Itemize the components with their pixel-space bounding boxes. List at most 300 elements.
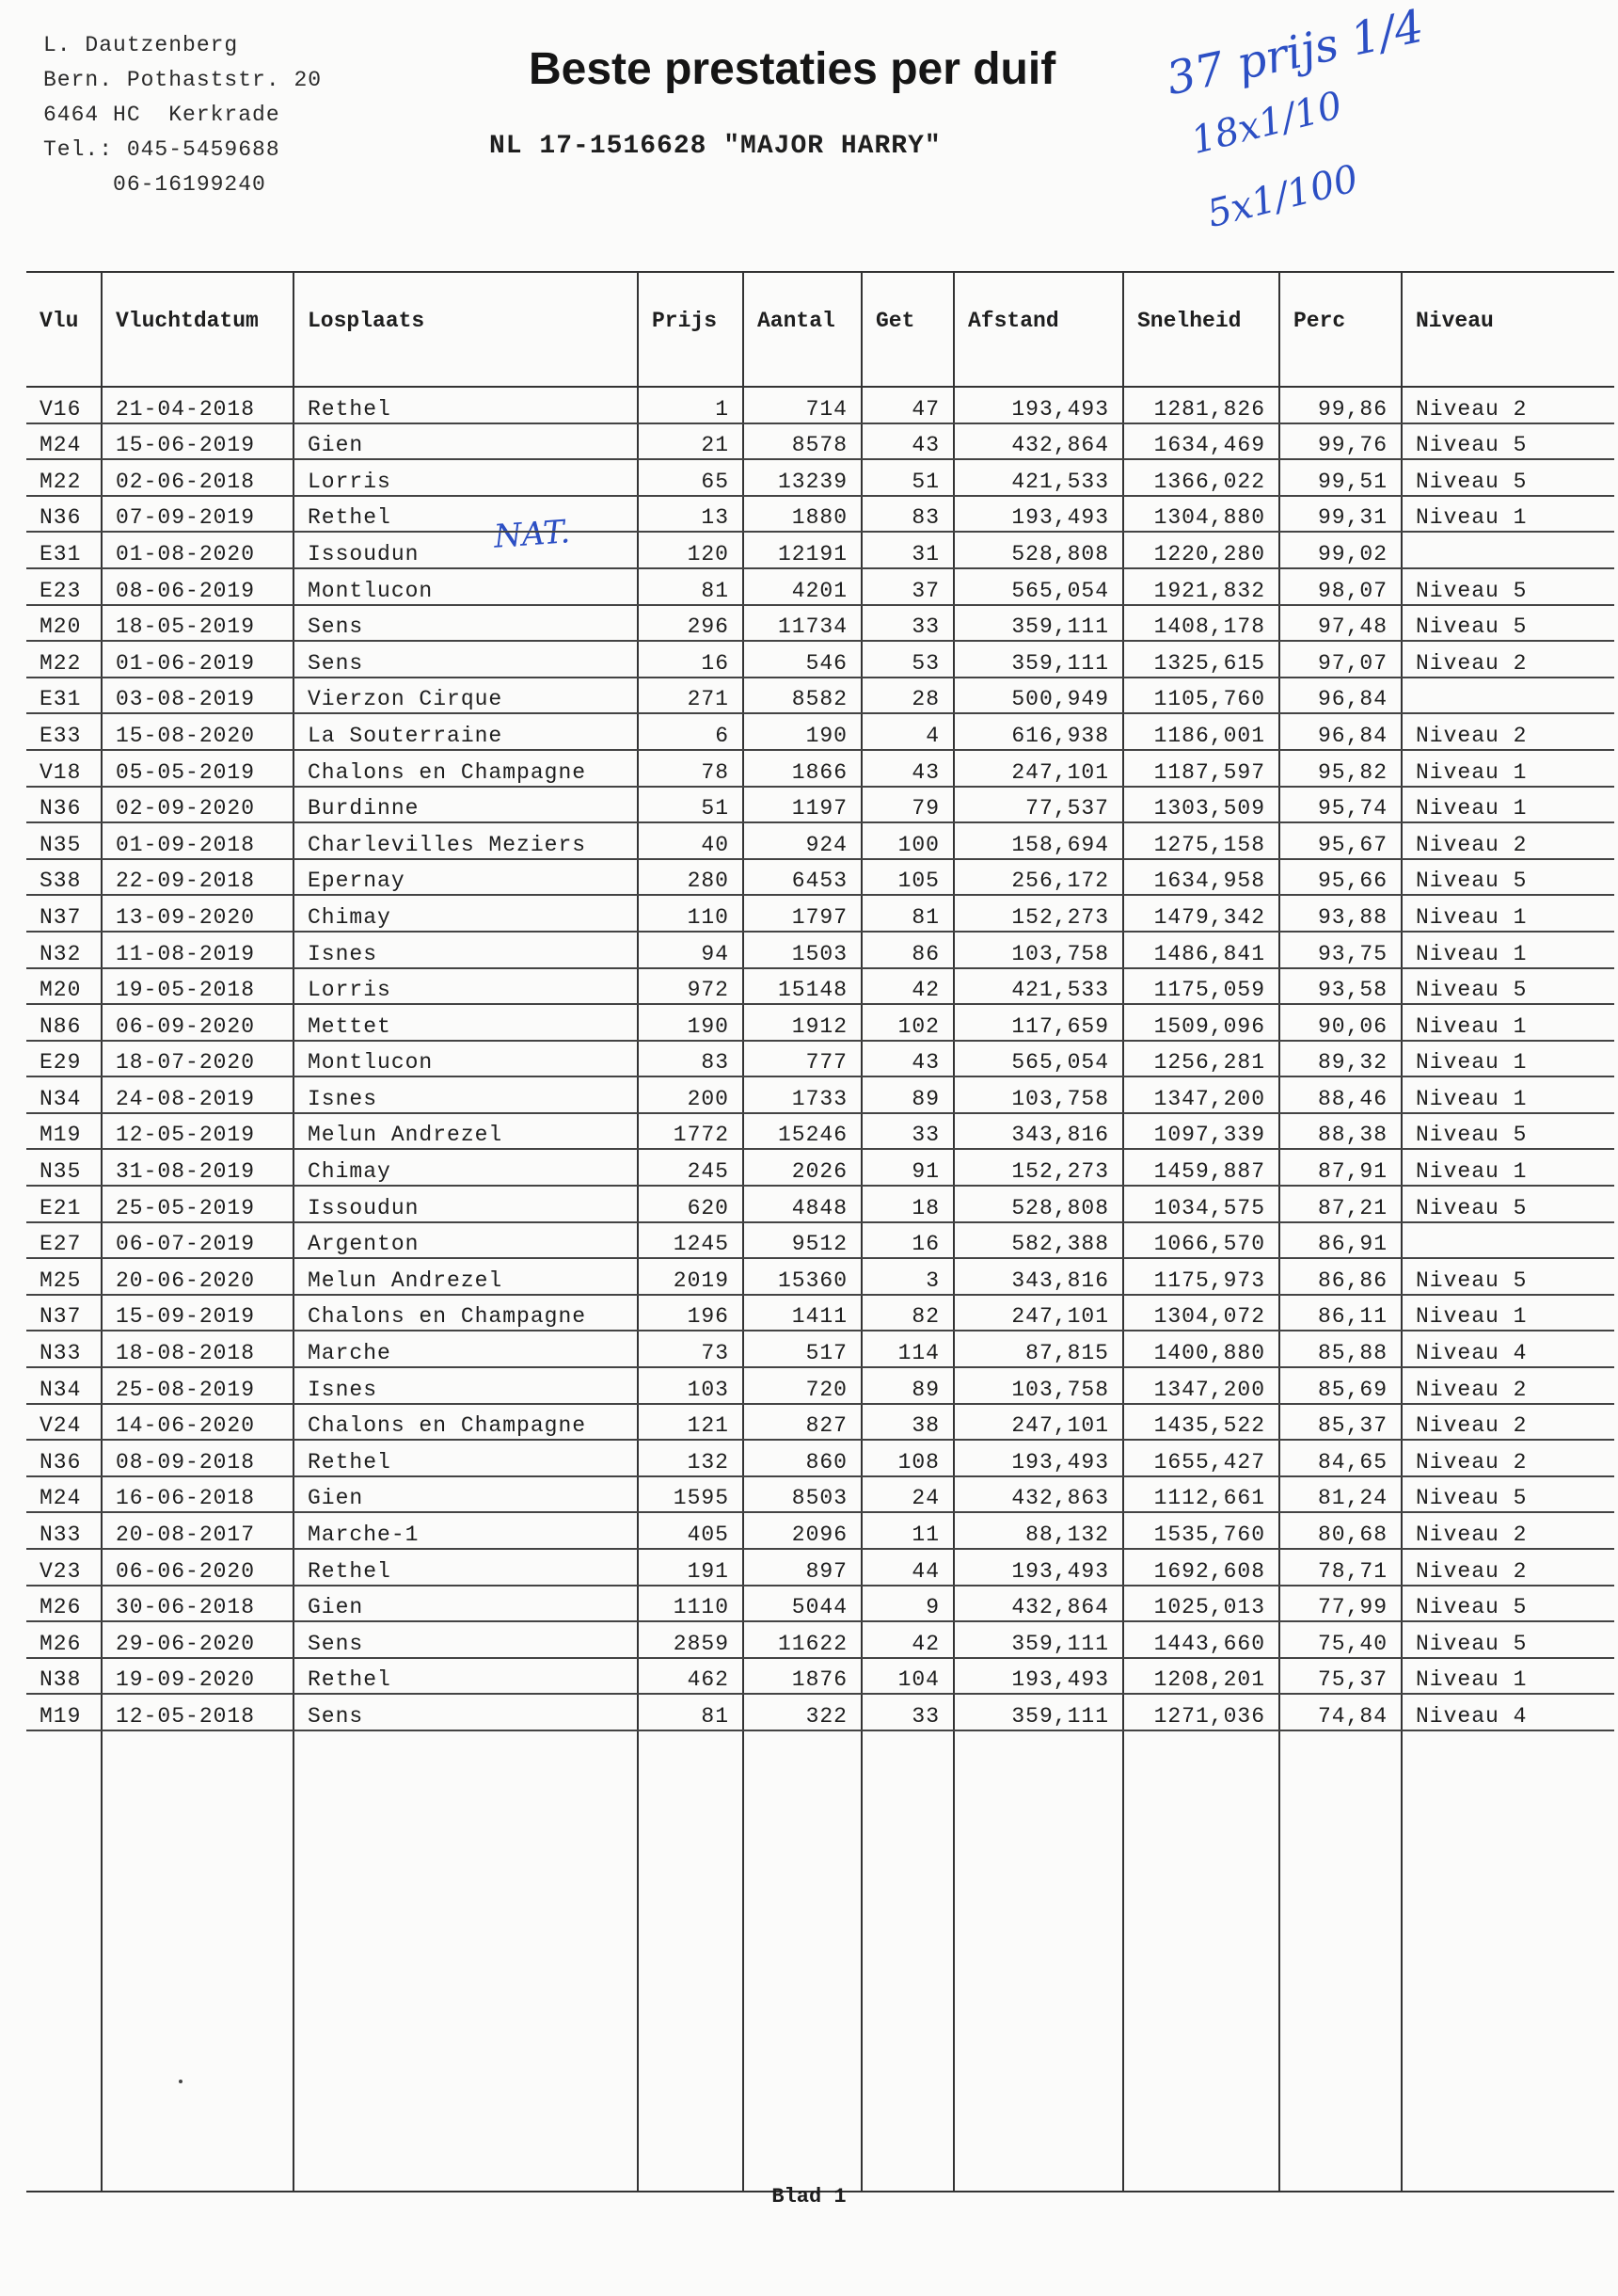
cell-vlu: V24 (26, 1404, 102, 1441)
cell-niveau (1402, 532, 1614, 568)
cell-datum: 03-08-2019 (102, 678, 293, 714)
sender-street: Bern. Pothaststr. 20 (43, 68, 323, 92)
cell-snelheid: 1271,036 (1123, 1694, 1279, 1730)
cell-datum: 02-09-2020 (102, 787, 293, 823)
cell-datum: 15-09-2019 (102, 1295, 293, 1331)
cell-niveau: Niveau 5 (1402, 459, 1614, 496)
cell-get: 11 (862, 1512, 954, 1549)
cell-datum: 06-06-2020 (102, 1549, 293, 1586)
cell-aantal: 827 (743, 1404, 862, 1441)
cell-get: 33 (862, 1694, 954, 1730)
cell-niveau: Niveau 5 (1402, 1113, 1614, 1150)
cell-vlu: V16 (26, 387, 102, 423)
cell-niveau: Niveau 5 (1402, 859, 1614, 896)
cell-prijs: 6 (638, 713, 743, 750)
cell-niveau: Niveau 2 (1402, 822, 1614, 859)
cell-perc: 85,37 (1279, 1404, 1402, 1441)
cell-perc: 99,02 (1279, 532, 1402, 568)
cell-perc: 78,71 (1279, 1549, 1402, 1586)
cell-afstand: 565,054 (954, 568, 1123, 605)
cell-snelheid: 1304,880 (1123, 496, 1279, 533)
cell-losplaats: Chimay (293, 1149, 638, 1186)
table-row (26, 387, 1614, 423)
cell-get: 43 (862, 750, 954, 787)
cell-snelheid: 1634,469 (1123, 423, 1279, 460)
cell-perc: 88,46 (1279, 1076, 1402, 1113)
cell-vlu: N36 (26, 496, 102, 533)
handwritten-note-top100: 5x1/100 (1202, 156, 1363, 237)
cell-afstand: 500,949 (954, 678, 1123, 714)
col-header-snelheid: Snelheid (1123, 272, 1279, 387)
handwritten-nat-mark: NAT. (492, 513, 572, 556)
cell-afstand: 193,493 (954, 1549, 1123, 1586)
cell-get: 44 (862, 1549, 954, 1586)
page-number: Blad 1 (771, 2185, 847, 2208)
cell-snelheid: 1408,178 (1123, 605, 1279, 642)
cell-snelheid: 1304,072 (1123, 1295, 1279, 1331)
cell-niveau: Niveau 1 (1402, 1658, 1614, 1695)
cell-snelheid: 1220,280 (1123, 532, 1279, 568)
cell-prijs: 462 (638, 1658, 743, 1695)
cell-get: 3 (862, 1258, 954, 1295)
cell-datum: 16-06-2018 (102, 1476, 293, 1513)
cell-prijs: 200 (638, 1076, 743, 1113)
cell-perc: 86,86 (1279, 1258, 1402, 1295)
cell-datum: 01-09-2018 (102, 822, 293, 859)
cell-losplaats: Sens (293, 605, 638, 642)
cell-aantal: 1880 (743, 496, 862, 533)
cell-snelheid: 1435,522 (1123, 1404, 1279, 1441)
cell-aantal: 8578 (743, 423, 862, 460)
cell-losplaats: Rethel (293, 1658, 638, 1695)
cell-niveau: Niveau 1 (1402, 1041, 1614, 1077)
cell-vlu: N37 (26, 1295, 102, 1331)
cell-datum: 29-06-2020 (102, 1621, 293, 1658)
cell-vlu: M22 (26, 459, 102, 496)
cell-get: 33 (862, 1113, 954, 1150)
cell-vlu: M20 (26, 968, 102, 1005)
cell-afstand: 432,863 (954, 1476, 1123, 1513)
cell-prijs: 1772 (638, 1113, 743, 1150)
cell-snelheid: 1347,200 (1123, 1367, 1279, 1404)
cell-niveau: Niveau 1 (1402, 895, 1614, 932)
cell-afstand: 247,101 (954, 1404, 1123, 1441)
table-row (26, 713, 1614, 750)
cell-perc: 95,66 (1279, 859, 1402, 896)
cell-niveau: Niveau 5 (1402, 968, 1614, 1005)
cell-losplaats: Lorris (293, 968, 638, 1005)
cell-niveau: Niveau 1 (1402, 1149, 1614, 1186)
cell-afstand: 432,864 (954, 423, 1123, 460)
cell-snelheid: 1112,661 (1123, 1476, 1279, 1513)
cell-afstand: 247,101 (954, 750, 1123, 787)
cell-snelheid: 1535,760 (1123, 1512, 1279, 1549)
cell-get: 4 (862, 713, 954, 750)
cell-snelheid: 1486,841 (1123, 932, 1279, 968)
cell-perc: 99,31 (1279, 496, 1402, 533)
cell-aantal: 8582 (743, 678, 862, 714)
cell-niveau (1402, 1222, 1614, 1259)
cell-perc: 96,84 (1279, 678, 1402, 714)
cell-aantal: 1411 (743, 1295, 862, 1331)
cell-prijs: 132 (638, 1440, 743, 1476)
cell-datum: 15-08-2020 (102, 713, 293, 750)
cell-perc: 75,40 (1279, 1621, 1402, 1658)
cell-losplaats: Chimay (293, 895, 638, 932)
cell-afstand: 359,111 (954, 1694, 1123, 1730)
cell-losplaats: Rethel (293, 387, 638, 423)
cell-get: 16 (862, 1222, 954, 1259)
cell-afstand: 432,864 (954, 1586, 1123, 1622)
table-row (26, 750, 1614, 787)
cell-niveau: Niveau 1 (1402, 496, 1614, 533)
cell-perc: 89,32 (1279, 1041, 1402, 1077)
cell-snelheid: 1025,013 (1123, 1586, 1279, 1622)
cell-prijs: 2019 (638, 1258, 743, 1295)
cell-get: 42 (862, 1621, 954, 1658)
cell-afstand: 528,808 (954, 532, 1123, 568)
page-title: Beste prestaties per duif (529, 44, 1056, 94)
cell-datum: 12-05-2018 (102, 1694, 293, 1730)
cell-niveau: Niveau 2 (1402, 641, 1614, 678)
cell-perc: 85,88 (1279, 1331, 1402, 1367)
table-row (26, 532, 1614, 568)
cell-vlu: M24 (26, 423, 102, 460)
cell-snelheid: 1187,597 (1123, 750, 1279, 787)
cell-aantal: 15360 (743, 1258, 862, 1295)
cell-prijs: 296 (638, 605, 743, 642)
cell-niveau: Niveau 5 (1402, 1476, 1614, 1513)
cell-afstand: 117,659 (954, 1004, 1123, 1041)
cell-perc: 95,74 (1279, 787, 1402, 823)
col-header-get: Get (862, 272, 954, 387)
cell-aantal: 714 (743, 387, 862, 423)
cell-prijs: 196 (638, 1295, 743, 1331)
cell-get: 28 (862, 678, 954, 714)
cell-prijs: 245 (638, 1149, 743, 1186)
cell-niveau: Niveau 1 (1402, 1004, 1614, 1041)
cell-prijs: 81 (638, 1694, 743, 1730)
cell-snelheid: 1097,339 (1123, 1113, 1279, 1150)
cell-vlu: E21 (26, 1186, 102, 1222)
cell-prijs: 51 (638, 787, 743, 823)
cell-get: 47 (862, 387, 954, 423)
table-body (26, 387, 1614, 2192)
cell-get: 83 (862, 496, 954, 533)
table-row (26, 1258, 1614, 1295)
table-row (26, 1404, 1614, 1441)
cell-datum: 06-09-2020 (102, 1004, 293, 1041)
cell-niveau: Niveau 4 (1402, 1694, 1614, 1730)
cell-afstand: 421,533 (954, 459, 1123, 496)
cell-datum: 11-08-2019 (102, 932, 293, 968)
cell-vlu: N32 (26, 932, 102, 968)
cell-get: 37 (862, 568, 954, 605)
cell-perc: 88,38 (1279, 1113, 1402, 1150)
cell-losplaats: Sens (293, 641, 638, 678)
cell-afstand: 359,111 (954, 641, 1123, 678)
cell-afstand: 152,273 (954, 895, 1123, 932)
table-row (26, 1658, 1614, 1695)
cell-datum: 01-06-2019 (102, 641, 293, 678)
cell-afstand: 193,493 (954, 496, 1123, 533)
cell-aantal: 2026 (743, 1149, 862, 1186)
cell-prijs: 1 (638, 387, 743, 423)
sender-address (43, 28, 322, 202)
cell-prijs: 121 (638, 1404, 743, 1441)
cell-snelheid: 1655,427 (1123, 1440, 1279, 1476)
cell-aantal: 15148 (743, 968, 862, 1005)
cell-prijs: 21 (638, 423, 743, 460)
cell-perc: 93,88 (1279, 895, 1402, 932)
cell-datum: 12-05-2019 (102, 1113, 293, 1150)
cell-snelheid: 1692,608 (1123, 1549, 1279, 1586)
cell-datum: 02-06-2018 (102, 459, 293, 496)
cell-get: 51 (862, 459, 954, 496)
cell-datum: 05-05-2019 (102, 750, 293, 787)
cell-afstand: 256,172 (954, 859, 1123, 896)
cell-get: 114 (862, 1331, 954, 1367)
cell-aantal: 1912 (743, 1004, 862, 1041)
cell-snelheid: 1347,200 (1123, 1076, 1279, 1113)
cell-get: 33 (862, 605, 954, 642)
cell-niveau: Niveau 1 (1402, 1076, 1614, 1113)
cell-afstand: 421,533 (954, 968, 1123, 1005)
cell-datum: 07-09-2019 (102, 496, 293, 533)
cell-datum: 21-04-2018 (102, 387, 293, 423)
cell-datum: 18-07-2020 (102, 1041, 293, 1077)
cell-afstand: 193,493 (954, 387, 1123, 423)
sender-name: L. Dautzenberg (43, 33, 239, 57)
cell-datum: 15-06-2019 (102, 423, 293, 460)
cell-vlu: M26 (26, 1586, 102, 1622)
cell-snelheid: 1105,760 (1123, 678, 1279, 714)
cell-losplaats: Isnes (293, 1367, 638, 1404)
cell-aantal: 1197 (743, 787, 862, 823)
cell-niveau: Niveau 5 (1402, 1621, 1614, 1658)
cell-perc: 99,86 (1279, 387, 1402, 423)
cell-losplaats: Gien (293, 423, 638, 460)
cell-losplaats: Melun Andrezel (293, 1258, 638, 1295)
cell-losplaats: Chalons en Champagne (293, 1404, 638, 1441)
table-row (26, 641, 1614, 678)
cell-niveau: Niveau 5 (1402, 1258, 1614, 1295)
cell-snelheid: 1175,059 (1123, 968, 1279, 1005)
cell-get: 82 (862, 1295, 954, 1331)
cell-vlu: V18 (26, 750, 102, 787)
table-row (26, 1149, 1614, 1186)
cell-perc: 81,24 (1279, 1476, 1402, 1513)
cell-prijs: 405 (638, 1512, 743, 1549)
cell-datum: 13-09-2020 (102, 895, 293, 932)
cell-prijs: 280 (638, 859, 743, 896)
cell-afstand: 88,132 (954, 1512, 1123, 1549)
cell-losplaats: Issoudun (293, 1186, 638, 1222)
cell-get: 18 (862, 1186, 954, 1222)
cell-prijs: 78 (638, 750, 743, 787)
cell-aantal: 2096 (743, 1512, 862, 1549)
cell-prijs: 103 (638, 1367, 743, 1404)
cell-get: 102 (862, 1004, 954, 1041)
cell-prijs: 972 (638, 968, 743, 1005)
cell-losplaats: Marche-1 (293, 1512, 638, 1549)
cell-snelheid: 1443,660 (1123, 1621, 1279, 1658)
table-row (26, 1476, 1614, 1513)
table-row (26, 1041, 1614, 1077)
cell-snelheid: 1366,022 (1123, 459, 1279, 496)
cell-aantal: 13239 (743, 459, 862, 496)
cell-get: 43 (862, 423, 954, 460)
cell-aantal: 11622 (743, 1621, 862, 1658)
table-row (26, 423, 1614, 460)
cell-afstand: 247,101 (954, 1295, 1123, 1331)
cell-perc: 99,51 (1279, 459, 1402, 496)
cell-snelheid: 1034,575 (1123, 1186, 1279, 1222)
cell-niveau: Niveau 1 (1402, 932, 1614, 968)
cell-datum: 24-08-2019 (102, 1076, 293, 1113)
cell-datum: 22-09-2018 (102, 859, 293, 896)
cell-get: 42 (862, 968, 954, 1005)
cell-niveau: Niveau 2 (1402, 1512, 1614, 1549)
cell-get: 38 (862, 1404, 954, 1441)
cell-get: 24 (862, 1476, 954, 1513)
sender-tel: Tel.: 045-5459688 (43, 137, 280, 162)
cell-perc: 99,76 (1279, 423, 1402, 460)
cell-aantal: 190 (743, 713, 862, 750)
table-row (26, 859, 1614, 896)
cell-perc: 80,68 (1279, 1512, 1402, 1549)
cell-perc: 85,69 (1279, 1367, 1402, 1404)
cell-perc: 86,91 (1279, 1222, 1402, 1259)
cell-snelheid: 1256,281 (1123, 1041, 1279, 1077)
cell-vlu: N34 (26, 1367, 102, 1404)
cell-perc: 84,65 (1279, 1440, 1402, 1476)
table-row (26, 1586, 1614, 1622)
cell-get: 81 (862, 895, 954, 932)
cell-aantal: 1876 (743, 1658, 862, 1695)
cell-vlu: M22 (26, 641, 102, 678)
table-row (26, 459, 1614, 496)
cell-get: 43 (862, 1041, 954, 1077)
cell-aantal: 8503 (743, 1476, 862, 1513)
cell-snelheid: 1459,887 (1123, 1149, 1279, 1186)
cell-afstand: 158,694 (954, 822, 1123, 859)
cell-vlu: N34 (26, 1076, 102, 1113)
cell-losplaats: Epernay (293, 859, 638, 896)
cell-perc: 97,48 (1279, 605, 1402, 642)
cell-prijs: 120 (638, 532, 743, 568)
cell-datum: 25-05-2019 (102, 1186, 293, 1222)
cell-perc: 93,75 (1279, 932, 1402, 968)
cell-vlu: N36 (26, 787, 102, 823)
cell-get: 108 (862, 1440, 954, 1476)
cell-niveau: Niveau 2 (1402, 1367, 1614, 1404)
cell-get: 91 (862, 1149, 954, 1186)
col-header-aantal: Aantal (743, 272, 862, 387)
table-row (26, 1331, 1614, 1367)
table-row (26, 1440, 1614, 1476)
cell-aantal: 1797 (743, 895, 862, 932)
cell-afstand: 87,815 (954, 1331, 1123, 1367)
cell-snelheid: 1921,832 (1123, 568, 1279, 605)
cell-vlu: M24 (26, 1476, 102, 1513)
cell-snelheid: 1479,342 (1123, 895, 1279, 932)
cell-aantal: 5044 (743, 1586, 862, 1622)
table-row (26, 1004, 1614, 1041)
cell-prijs: 1245 (638, 1222, 743, 1259)
cell-datum: 20-08-2017 (102, 1512, 293, 1549)
cell-niveau: Niveau 5 (1402, 1586, 1614, 1622)
cell-datum: 19-05-2018 (102, 968, 293, 1005)
results-table-wrapper (26, 271, 1614, 2136)
cell-vlu: N37 (26, 895, 102, 932)
cell-perc: 86,11 (1279, 1295, 1402, 1331)
table-row (26, 1222, 1614, 1259)
cell-snelheid: 1325,615 (1123, 641, 1279, 678)
cell-snelheid: 1303,509 (1123, 787, 1279, 823)
cell-prijs: 190 (638, 1004, 743, 1041)
cell-losplaats: Argenton (293, 1222, 638, 1259)
cell-aantal: 9512 (743, 1222, 862, 1259)
cell-snelheid: 1281,826 (1123, 387, 1279, 423)
cell-niveau: Niveau 2 (1402, 1404, 1614, 1441)
cell-prijs: 1110 (638, 1586, 743, 1622)
cell-niveau: Niveau 5 (1402, 605, 1614, 642)
col-header-perc: Perc (1279, 272, 1402, 387)
cell-aantal: 4848 (743, 1186, 862, 1222)
cell-losplaats: Montlucon (293, 1041, 638, 1077)
cell-perc: 87,21 (1279, 1186, 1402, 1222)
cell-afstand: 359,111 (954, 605, 1123, 642)
table-row (26, 1295, 1614, 1331)
cell-afstand: 528,808 (954, 1186, 1123, 1222)
cell-get: 86 (862, 932, 954, 968)
cell-snelheid: 1175,973 (1123, 1258, 1279, 1295)
cell-niveau: Niveau 2 (1402, 713, 1614, 750)
cell-get: 105 (862, 859, 954, 896)
cell-datum: 08-06-2019 (102, 568, 293, 605)
cell-vlu: M19 (26, 1694, 102, 1730)
cell-perc: 97,07 (1279, 641, 1402, 678)
cell-aantal: 322 (743, 1694, 862, 1730)
cell-get: 100 (862, 822, 954, 859)
cell-datum: 01-08-2020 (102, 532, 293, 568)
table-row (26, 1621, 1614, 1658)
cell-aantal: 6453 (743, 859, 862, 896)
cell-prijs: 65 (638, 459, 743, 496)
cell-snelheid: 1066,570 (1123, 1222, 1279, 1259)
cell-afstand: 152,273 (954, 1149, 1123, 1186)
table-row (26, 932, 1614, 968)
cell-get: 31 (862, 532, 954, 568)
cell-datum: 20-06-2020 (102, 1258, 293, 1295)
cell-vlu: E27 (26, 1222, 102, 1259)
cell-aantal: 897 (743, 1549, 862, 1586)
cell-afstand: 103,758 (954, 1367, 1123, 1404)
cell-aantal: 517 (743, 1331, 862, 1367)
cell-vlu: N35 (26, 1149, 102, 1186)
table-row (26, 1694, 1614, 1730)
table-row (26, 895, 1614, 932)
cell-afstand: 565,054 (954, 1041, 1123, 1077)
cell-niveau: Niveau 1 (1402, 750, 1614, 787)
cell-prijs: 110 (638, 895, 743, 932)
cell-vlu: E33 (26, 713, 102, 750)
cell-datum: 18-08-2018 (102, 1331, 293, 1367)
cell-snelheid: 1275,158 (1123, 822, 1279, 859)
cell-prijs: 620 (638, 1186, 743, 1222)
cell-prijs: 40 (638, 822, 743, 859)
